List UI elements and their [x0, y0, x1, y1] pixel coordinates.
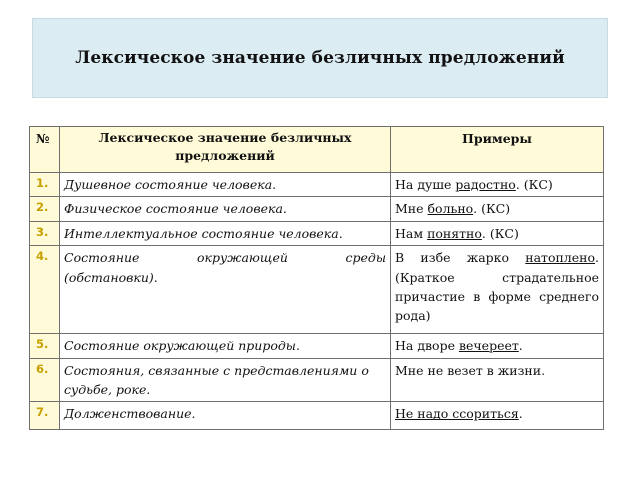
- row-number: 5.: [30, 334, 60, 358]
- table-row: [30, 334, 604, 358]
- row-number: 1.: [30, 173, 60, 197]
- table-row: [30, 221, 604, 245]
- example-keyword: понятно: [427, 225, 482, 241]
- row-example: [391, 221, 604, 245]
- row-example: [391, 334, 604, 358]
- row-example: [391, 358, 604, 402]
- table-row: [30, 358, 604, 402]
- row-meaning: Состояния, связанные с представлениями о судьбе, роке.: [60, 358, 391, 402]
- example-text-end: . (КС): [481, 225, 519, 241]
- header-num: №: [30, 127, 60, 173]
- example-text-end: . (КС): [473, 201, 511, 217]
- table-row: [30, 173, 604, 197]
- row-number: 3.: [30, 221, 60, 245]
- row-meaning: Физическое состояние человека.: [60, 197, 391, 221]
- table-header-row: [30, 127, 604, 173]
- meaning-line-2: (обстановки).: [64, 269, 158, 285]
- example-keyword: Не надо ссориться: [395, 406, 519, 422]
- header-meaning: Лексическое значение безличных предложений: [60, 127, 391, 173]
- row-meaning: Интеллектуальное состояние человека.: [60, 221, 391, 245]
- example-text-end: .: [518, 406, 523, 422]
- example-keyword: натоплено: [525, 250, 596, 266]
- row-meaning: Душевное состояние человека.: [60, 173, 391, 197]
- example-keyword: вечереет: [458, 338, 519, 354]
- example-text: На дворе: [395, 338, 459, 354]
- title-box: [32, 18, 608, 98]
- row-example: [391, 173, 604, 197]
- example-keyword: радостно: [455, 177, 516, 192]
- row-meaning: Долженствование.: [60, 402, 391, 430]
- example-keyword: больно: [427, 201, 474, 217]
- example-text-end: . (КС): [515, 177, 553, 192]
- example-text: Мне: [395, 201, 428, 217]
- row-number: 6.: [30, 358, 60, 402]
- example-text: На душе: [395, 177, 456, 192]
- page-title: Лексическое значение безличных предложений: [75, 48, 565, 68]
- row-number: 7.: [30, 402, 60, 430]
- row-example: [391, 197, 604, 221]
- row-number: 4.: [30, 246, 60, 334]
- table-row: [30, 402, 604, 430]
- example-text: Мне не везет в жизни.: [395, 362, 546, 378]
- example-text-end: .: [518, 338, 523, 354]
- example-text: Нам: [395, 225, 428, 241]
- row-number: 2.: [30, 197, 60, 221]
- row-meaning: [60, 246, 391, 334]
- meaning-line-1: Состояние окружающей среды: [64, 250, 386, 266]
- table-row: [30, 197, 604, 221]
- example-text-end: . (Краткое страдательное причастие в форме среднего рода): [395, 250, 599, 324]
- meanings-table: [29, 126, 604, 430]
- example-text: В избе жарко: [395, 250, 526, 266]
- row-example: [391, 246, 604, 334]
- row-example: [391, 402, 604, 430]
- row-meaning: Состояние окружающей природы.: [60, 334, 391, 358]
- header-examples: Примеры: [391, 127, 604, 173]
- table-row: [30, 246, 604, 334]
